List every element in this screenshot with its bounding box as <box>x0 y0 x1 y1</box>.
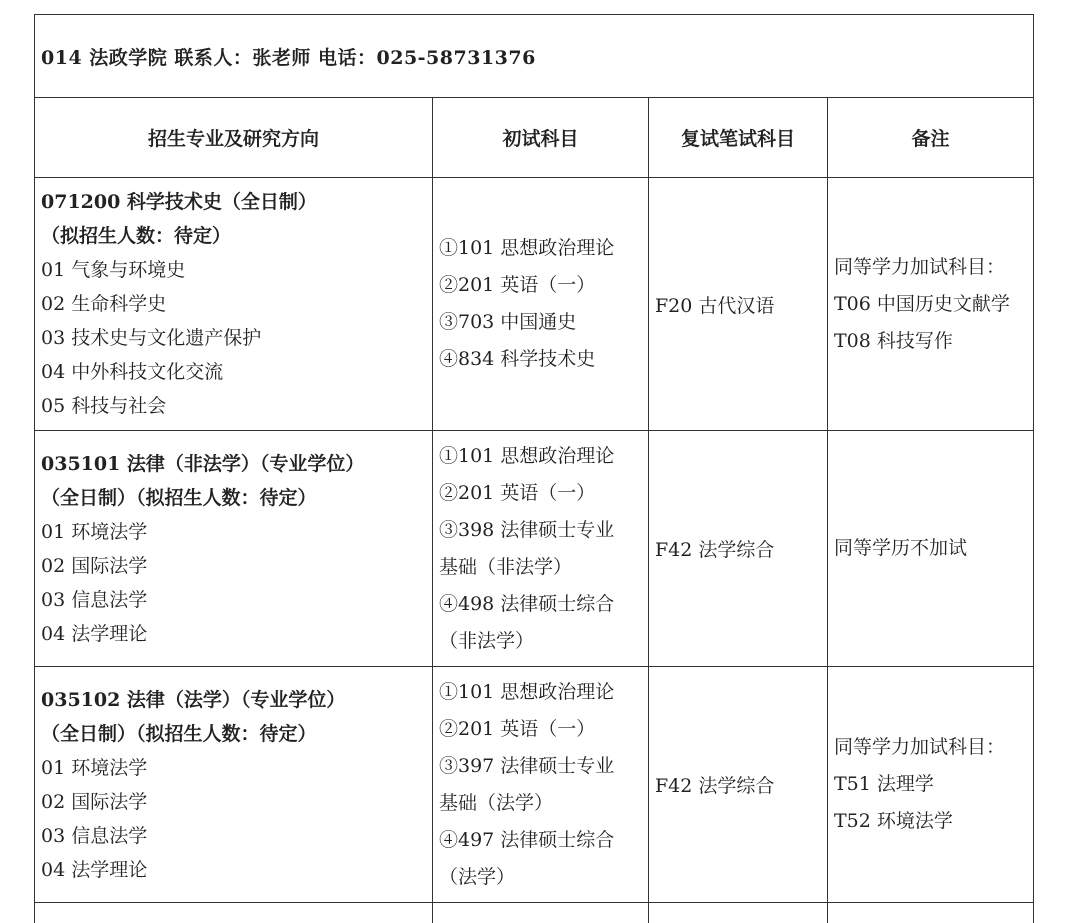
research-direction: 02 国际法学 <box>41 549 426 583</box>
table-row <box>35 667 1034 903</box>
remarks-cell <box>828 667 1034 903</box>
exam-subject: ③703 中国通史 <box>439 304 642 341</box>
research-direction: 05 科技与社会 <box>41 389 426 423</box>
remark-line: T52 环境法学 <box>834 803 1027 840</box>
exam-subject: 基础（非法学） <box>439 549 642 586</box>
exam-subject: ④497 法律硕士综合 <box>439 822 642 859</box>
remark-line: T51 法理学 <box>834 766 1027 803</box>
table-row <box>35 178 1034 431</box>
research-direction: 04 法学理论 <box>41 853 426 887</box>
truncated-row <box>35 903 1034 923</box>
college-contact-line: 014 法政学院 联系人：张老师 电话：025-58731376 <box>35 15 1034 98</box>
major-quota: （拟招生人数：待定） <box>41 219 426 253</box>
initial-exam-cell <box>433 431 649 667</box>
empty-cell <box>649 903 828 923</box>
empty-cell <box>433 903 649 923</box>
exam-subject: ④834 科学技术史 <box>439 341 642 378</box>
exam-subject: 基础（法学） <box>439 785 642 822</box>
exam-subject: （非法学） <box>439 623 642 660</box>
research-direction: 04 法学理论 <box>41 617 426 651</box>
remark-line: T06 中国历史文献学 <box>834 286 1027 323</box>
header-remarks: 备注 <box>828 98 1034 178</box>
exam-subject: ①101 思想政治理论 <box>439 674 642 711</box>
research-direction: 02 国际法学 <box>41 785 426 819</box>
remarks-cell <box>828 178 1034 431</box>
empty-cell <box>828 903 1034 923</box>
research-direction: 03 信息法学 <box>41 583 426 617</box>
initial-exam-cell <box>433 667 649 903</box>
exam-subject: ②201 英语（一） <box>439 711 642 748</box>
header-major: 招生专业及研究方向 <box>35 98 433 178</box>
major-quota: （全日制）（拟招生人数：待定） <box>41 717 426 751</box>
remark-line: 同等学历不加试 <box>834 530 1027 567</box>
research-direction: 01 气象与环境史 <box>41 253 426 287</box>
admissions-table <box>34 14 1034 923</box>
major-quota: （全日制）（拟招生人数：待定） <box>41 481 426 515</box>
research-direction: 03 信息法学 <box>41 819 426 853</box>
research-direction: 03 技术史与文化遗产保护 <box>41 321 426 355</box>
major-title: 035101 法律（非法学）（专业学位） <box>41 447 426 481</box>
remark-line: 同等学力加试科目： <box>834 249 1027 286</box>
column-header-row <box>35 98 1034 178</box>
empty-cell <box>35 903 433 923</box>
major-title: 035102 法律（法学）（专业学位） <box>41 683 426 717</box>
research-direction: 02 生命科学史 <box>41 287 426 321</box>
retest-cell: F20 古代汉语 <box>649 178 828 431</box>
retest-cell: F42 法学综合 <box>649 667 828 903</box>
exam-subject: （法学） <box>439 859 642 896</box>
major-cell <box>35 431 433 667</box>
header-initial-exam: 初试科目 <box>433 98 649 178</box>
research-direction: 04 中外科技文化交流 <box>41 355 426 389</box>
exam-subject: ②201 英语（一） <box>439 267 642 304</box>
exam-subject: ④498 法律硕士综合 <box>439 586 642 623</box>
exam-subject: ③397 法律硕士专业 <box>439 748 642 785</box>
exam-subject: ③398 法律硕士专业 <box>439 512 642 549</box>
admissions-table-page <box>34 14 1033 923</box>
remarks-cell <box>828 431 1034 667</box>
exam-subject: ②201 英语（一） <box>439 475 642 512</box>
major-title: 071200 科学技术史（全日制） <box>41 185 426 219</box>
retest-cell: F42 法学综合 <box>649 431 828 667</box>
remark-line: T08 科技写作 <box>834 323 1027 360</box>
college-header-row <box>35 15 1034 98</box>
research-direction: 01 环境法学 <box>41 515 426 549</box>
exam-subject: ①101 思想政治理论 <box>439 438 642 475</box>
major-cell <box>35 667 433 903</box>
table-row <box>35 431 1034 667</box>
initial-exam-cell <box>433 178 649 431</box>
remark-line: 同等学力加试科目： <box>834 729 1027 766</box>
research-direction: 01 环境法学 <box>41 751 426 785</box>
header-retest-written: 复试笔试科目 <box>649 98 828 178</box>
major-cell <box>35 178 433 431</box>
exam-subject: ①101 思想政治理论 <box>439 230 642 267</box>
